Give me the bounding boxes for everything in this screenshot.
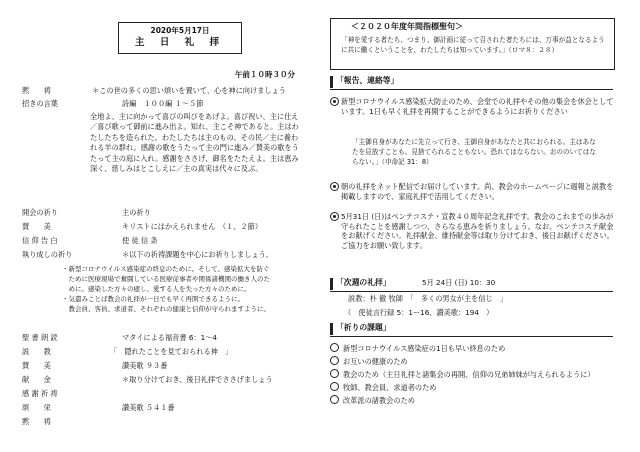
order-value: 「 隠れたことを見ておられる神 」 xyxy=(110,347,233,356)
date-title-box xyxy=(118,22,242,54)
bullet-icon xyxy=(330,212,339,221)
order-label: 招きの言葉 xyxy=(22,99,58,108)
section-bar xyxy=(330,278,333,290)
order-value: 讃美歌 ５４１番 xyxy=(122,403,175,412)
order-label: 黙 祷 xyxy=(22,417,51,426)
theme-title: ＜２０２０年度年間指標聖句＞ xyxy=(351,22,463,31)
bullet-icon xyxy=(330,182,339,191)
circle-bullet-icon xyxy=(330,382,339,391)
section-rule xyxy=(330,291,613,292)
service-time: 午前１０時３０分 xyxy=(235,70,295,79)
notice-item xyxy=(330,182,615,201)
prayers-header xyxy=(330,323,613,332)
annual-theme-box xyxy=(330,18,615,70)
next-week-texts: （ 使徒言行録 5：1ー16、讃美歌：194 ） xyxy=(344,308,494,317)
section-title: 「報告、連絡等」 xyxy=(336,76,399,85)
circle-bullet-icon xyxy=(330,395,339,404)
intercession-line: ・新型コロナウイルス感染症の終息のために。そして、感染拡大を防ぐ xyxy=(62,265,270,273)
notice-text: 朝の礼拝をネット配信でお届けしています。尚、教会のホームページに週報と説教を掲載しますので、家庭礼拝で活用してください。 xyxy=(341,182,614,201)
notice-item xyxy=(330,212,615,251)
intercession-line: 教会員、客員、求道者、それぞれの健康と信仰が守られますように。 xyxy=(62,305,270,314)
notice-item xyxy=(330,97,615,116)
next-week-sermon: 説教：朴 徹 牧師 「 多くの男女が主を信じ 」 xyxy=(348,294,508,303)
section-rule xyxy=(330,89,613,90)
order-label: 賛 美 xyxy=(22,361,51,370)
order-value: マタイによる福音書 6：1～4 xyxy=(122,333,217,342)
notice-text: 5月31日 (日)はペンテコステ・宣教４０周年記念礼拝です。教会のこれまでの歩みが守られたことを感謝しつつ、さらなる恵みを祈りましょう。なお、ペンテコステ献金をお献げください。礼拝献金、維持献金等は取り分けておき、後日お献げください。ご協力をお願い致します。 xyxy=(341,212,614,251)
bullet-icon xyxy=(330,97,339,106)
order-label: 献 金 xyxy=(22,375,51,384)
order-value: 讃美歌 ９３番 xyxy=(122,361,168,370)
order-value: ＊この世の多くの思い煩いを置いて、心を神に向けましょう xyxy=(92,86,286,95)
section-rule xyxy=(330,336,613,337)
prayer-text: 牧師、教会員、求道者のため xyxy=(343,383,437,392)
intercession-list xyxy=(62,264,270,314)
order-label: 感 謝 祈 祷 xyxy=(22,389,58,398)
section-title: 「祈りの課題」 xyxy=(336,323,391,332)
section-bar xyxy=(330,76,333,88)
order-label: 信 仰 告 白 xyxy=(22,236,58,245)
prayer-item xyxy=(330,343,505,354)
intercession-line: ために医療現場で奮闘している医療従事者や関係諸機関の働き人のた xyxy=(62,275,270,284)
order-label: 聖 書 朗 読 xyxy=(22,333,58,342)
order-value: 詩編 １００編 １～５節 xyxy=(122,99,204,108)
order-label: 説 教 xyxy=(22,347,51,356)
intercession-line: ・気遣みことば教会の礼拝が一日でも早く再開できるように。 xyxy=(62,295,244,304)
order-value: キリストにはかえられません （１、２節） xyxy=(122,222,263,231)
notice-text: 新型コロナウイルス感染拡大防止のため、会堂での礼拝やその他の集会を休会としています。1日も早く礼拝を再開することができるようにお祈りください xyxy=(341,97,614,116)
prayer-item xyxy=(330,395,415,406)
circle-bullet-icon xyxy=(330,343,339,352)
call-to-worship-text: 全地よ、主に向かって喜びの叫びをあげよ。喜び祝い、主に仕え／喜び歌って御前に進み出よ。知れ、主こそ神であると。主はわたしたちを造られた。わたしたちは主のもの、その民／主に養われる羊の群れ。感謝の歌をうたって主の門に進み／賛美の歌をうたって主の庭に入れ。感謝をささげ、御名をたたえよ。主は恵み深く、慈しみはとこしえに／主の真実は代々に及ぶ。 xyxy=(90,112,299,174)
prayer-text: 教会のため（主日礼拝と諸集会の再開、信仰の兄弟姉妹が与えられるように） xyxy=(343,370,595,379)
prayer-text: 新型コロナウイルス感染症の1日も早い終息のため xyxy=(343,344,506,353)
section-bar xyxy=(330,323,333,335)
prayer-item xyxy=(330,382,436,393)
intercession-line: めに。感染した方々の癒し、愛する人を失った方々のために。 xyxy=(62,285,251,294)
next-week-date: 5月 24日 (日) 10：30 xyxy=(422,278,496,287)
circle-bullet-icon xyxy=(330,356,339,365)
order-value: 主の祈り xyxy=(122,208,151,217)
prayer-item xyxy=(330,369,595,380)
prayer-text: 改革派の諸教会のため xyxy=(343,396,415,405)
order-value: ＊取り分けておき、後日礼拝でささげましょう xyxy=(122,375,273,384)
next-week-header xyxy=(330,278,613,287)
notices-header xyxy=(330,76,613,85)
order-label: 頌 栄 xyxy=(22,403,51,412)
order-label: 賛 美 xyxy=(22,222,51,231)
order-label: 執り成しの祈り xyxy=(22,250,73,259)
order-label: 黙 祷 xyxy=(22,86,51,95)
theme-verse: 「神を愛する者たち、つまり、御計画に従って召された者たちには、万事が益となるように共に働くということを、わたしたちは知っています。」（ロマ８：２８） xyxy=(341,36,605,54)
service-date: 2020年5月17日 xyxy=(150,26,210,35)
service-title: 主 日 礼 拝 xyxy=(135,37,225,49)
order-label: 開会の祈り xyxy=(22,208,58,217)
order-value: 使 徒 信 条 xyxy=(122,236,158,245)
prayer-item xyxy=(330,356,408,367)
circle-bullet-icon xyxy=(330,369,339,378)
order-value: ＊以下の祈祷課題を中心にお祈りしましょう。 xyxy=(122,250,273,259)
section-title: 「次週の礼拝」 xyxy=(336,278,391,287)
notice-quote: 「主御自身があなたに先立って行き、主御自身があなたと共におられる。主はあなたを見放すことも、見捨てられることもない。恐れてはならない。おののいてはならない。」（申命記 31：8） xyxy=(352,138,596,167)
prayer-text: お互いの健康のため xyxy=(343,357,408,366)
